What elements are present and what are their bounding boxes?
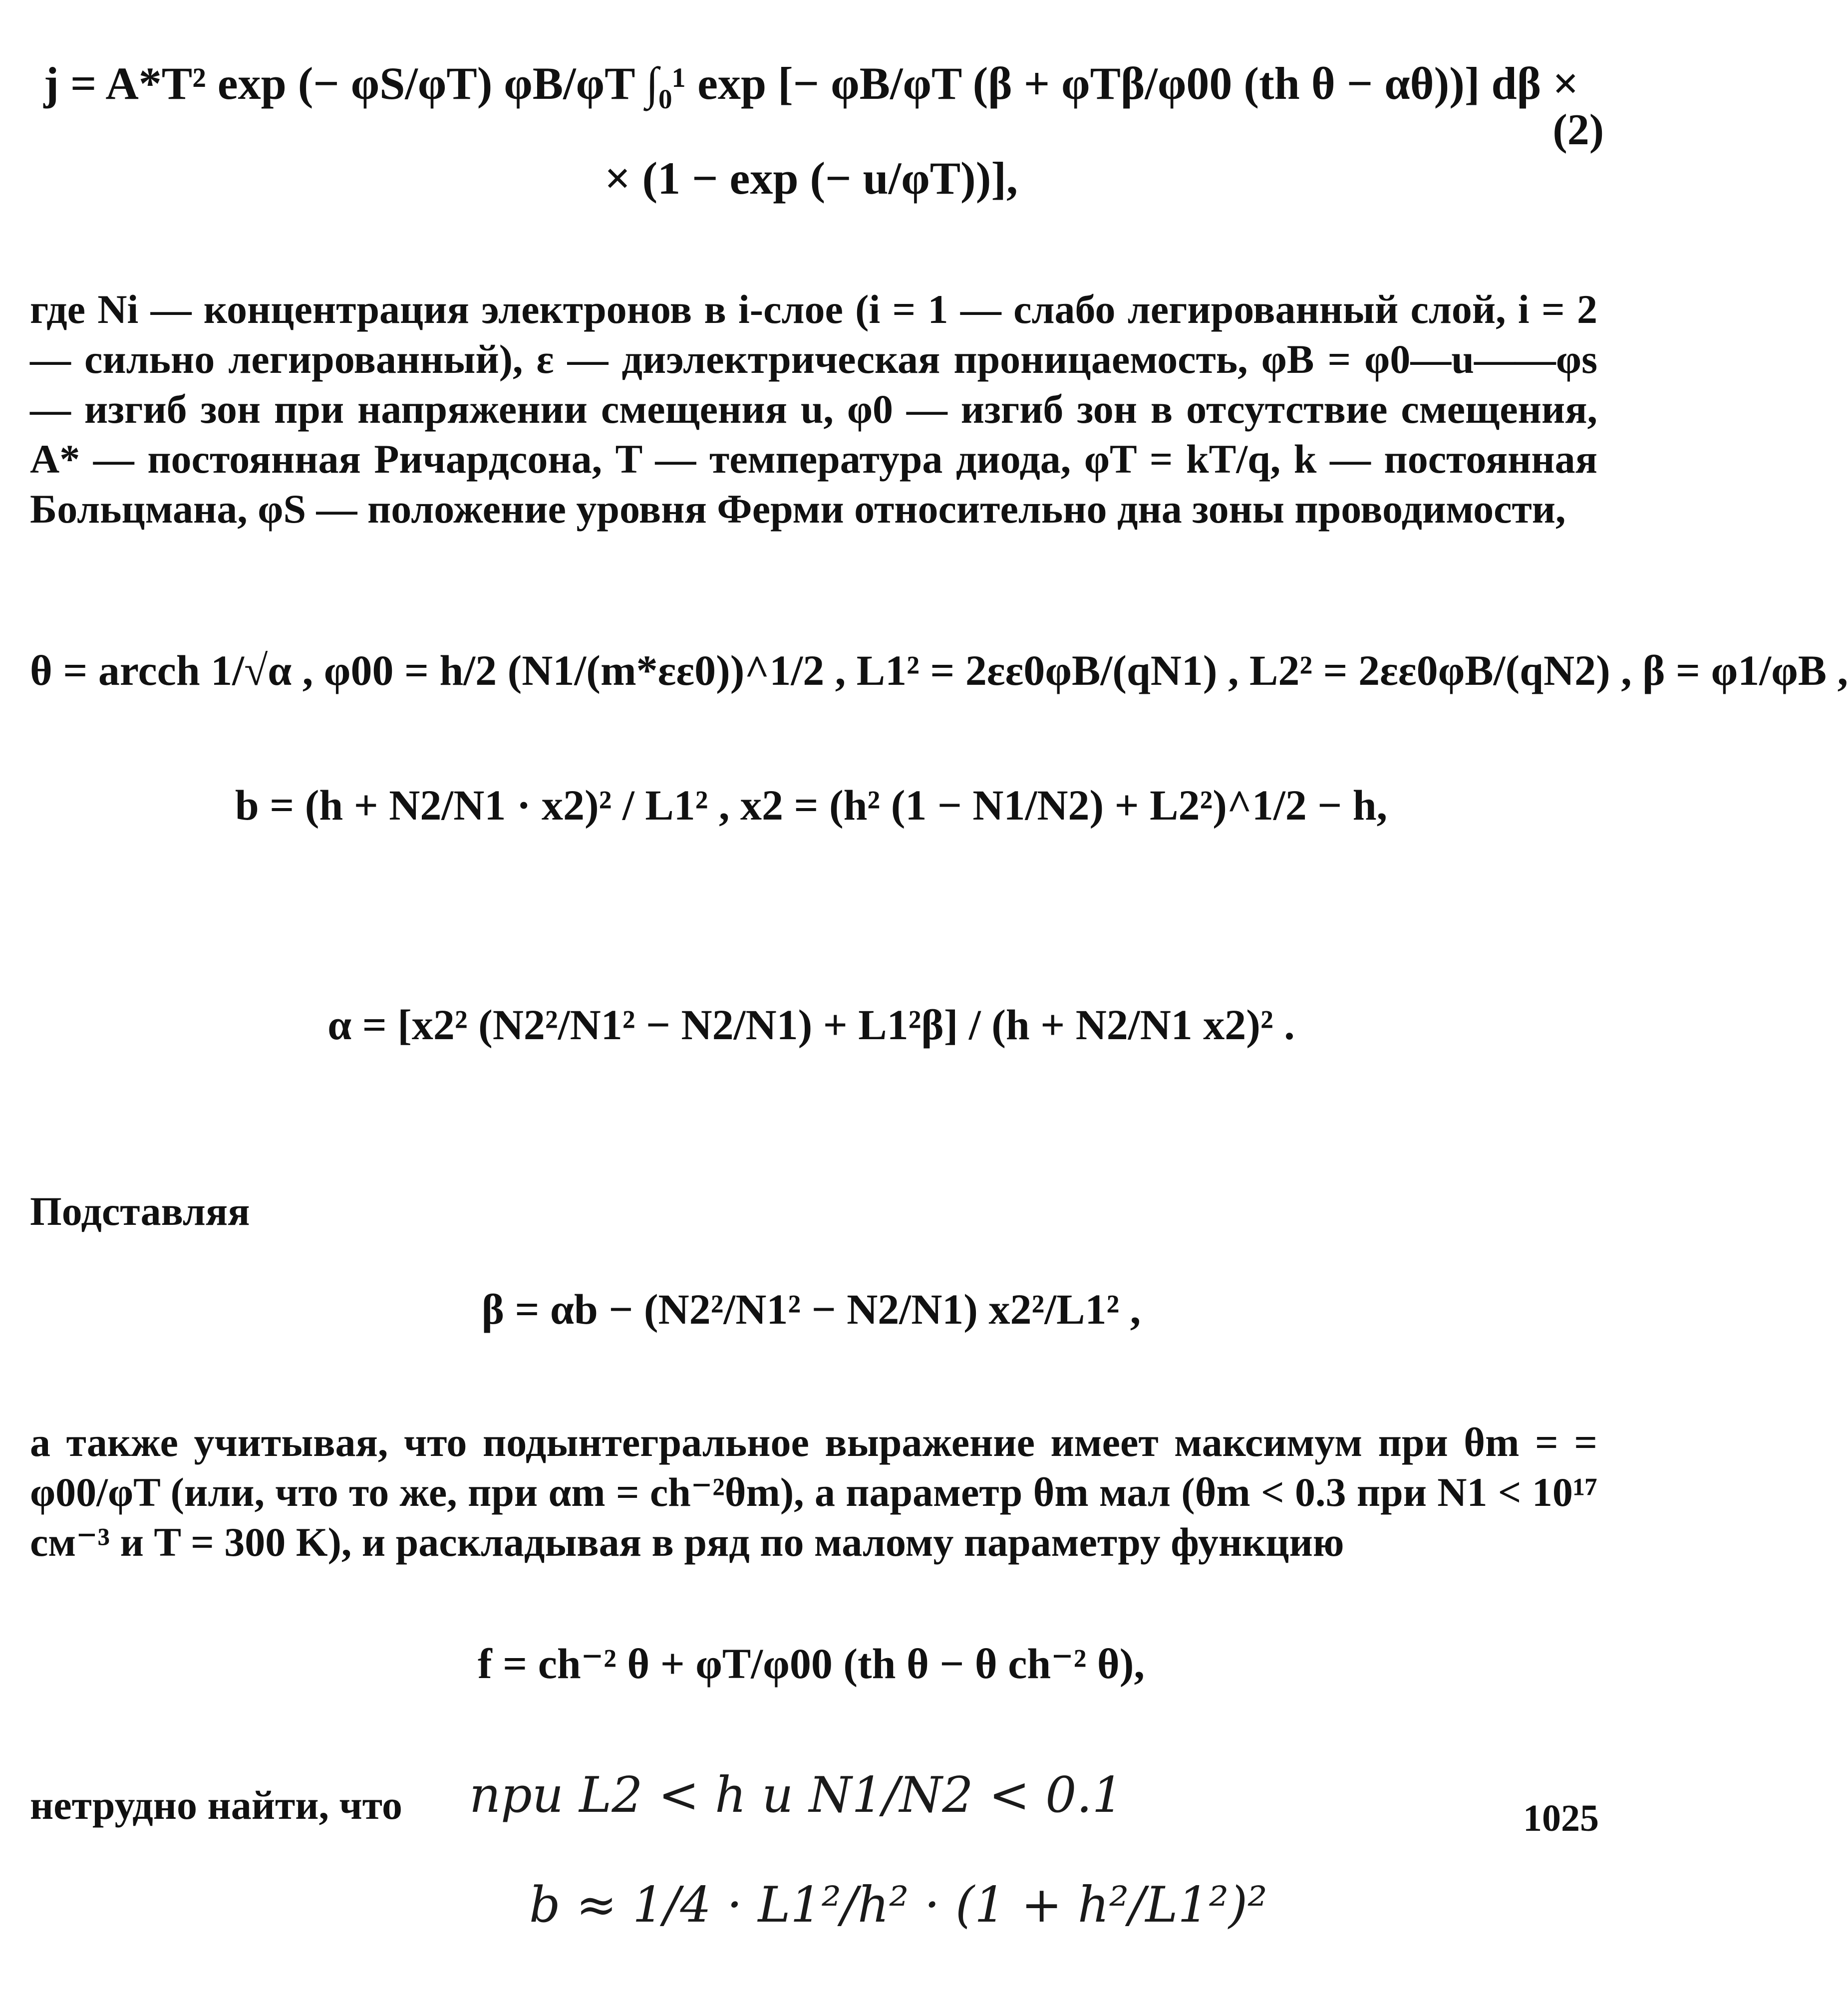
- paragraph-definitions: где Ni — концентрация электронов в i-слое (i = 1 — слабо легированный слой, i = 2 — сильно легированный), ε — диэлектрическая проницаемость, φB = φ0—u——φs — изгиб зон при напряжении смещения u, φ0 — изгиб зон в отсутствие смещения, A* — постоянная Ричардсона, T — температура диода, φT = kT/q, k — постоянная Больцмана, φS — положение уровня Ферми относительно дна зоны проводимости,: [30, 286, 1597, 532]
- equation-definitions-line-1: θ = arcch 1/√α , φ00 = h/2 (N1/(m*εε0))^1/2 , L1² = 2εε0φB/(qN1) , L2² = 2εε0φB/(qN2) , β = φ1/φB ,: [30, 646, 1848, 694]
- label-substituting: Подставляя: [30, 1188, 250, 1234]
- equation-2-line-1: j = A*T² exp (− φS/φT) φB/φT ∫₀¹ exp [− φB/φT (β + φTβ/φ00 (th θ − αθ))] dβ ×: [43, 58, 1579, 109]
- equation-beta: β = αb − (N2²/N1² − N2/N1) x2²/L1² ,: [481, 1285, 1141, 1333]
- handwritten-formula: b ≈ 1/4 · L1²/h² · (1 + h²/L1²)²: [529, 1877, 1267, 1934]
- equation-2-line-2: × (1 − exp (− u/φT))],: [605, 153, 1018, 204]
- label-easy-to-find: нетрудно найти, что: [30, 1782, 402, 1828]
- equation-f: f = ch⁻² θ + φT/φ00 (th θ − θ ch⁻² θ),: [478, 1640, 1145, 1688]
- equation-number: (2): [1552, 106, 1604, 154]
- equation-definitions-line-2: b = (h + N2/N1 · x2)² / L1² , x2 = (h² (1 − N1/N2) + L2²)^1/2 − h,: [235, 781, 1388, 829]
- page-number: 1025: [1523, 1797, 1599, 1839]
- equation-alpha: α = [x2² (N2²/N1² − N2/N1) + L1²β] / (h + N2/N1 x2)² .: [327, 1001, 1295, 1049]
- paragraph-maximum: а также учитывая, что подынтегральное выражение имеет максимум при θm = = φ00/φT (или, что то же, при αm = ch⁻²θm), а параметр θm мал (θm < 0.3 при N1 < 10¹⁷ см⁻³ и T = 300 K), и раскладывая в ряд по малому параметру функцию: [30, 1420, 1597, 1565]
- handwritten-condition: при L2 < h и N1/N2 < 0.1: [469, 1767, 1123, 1824]
